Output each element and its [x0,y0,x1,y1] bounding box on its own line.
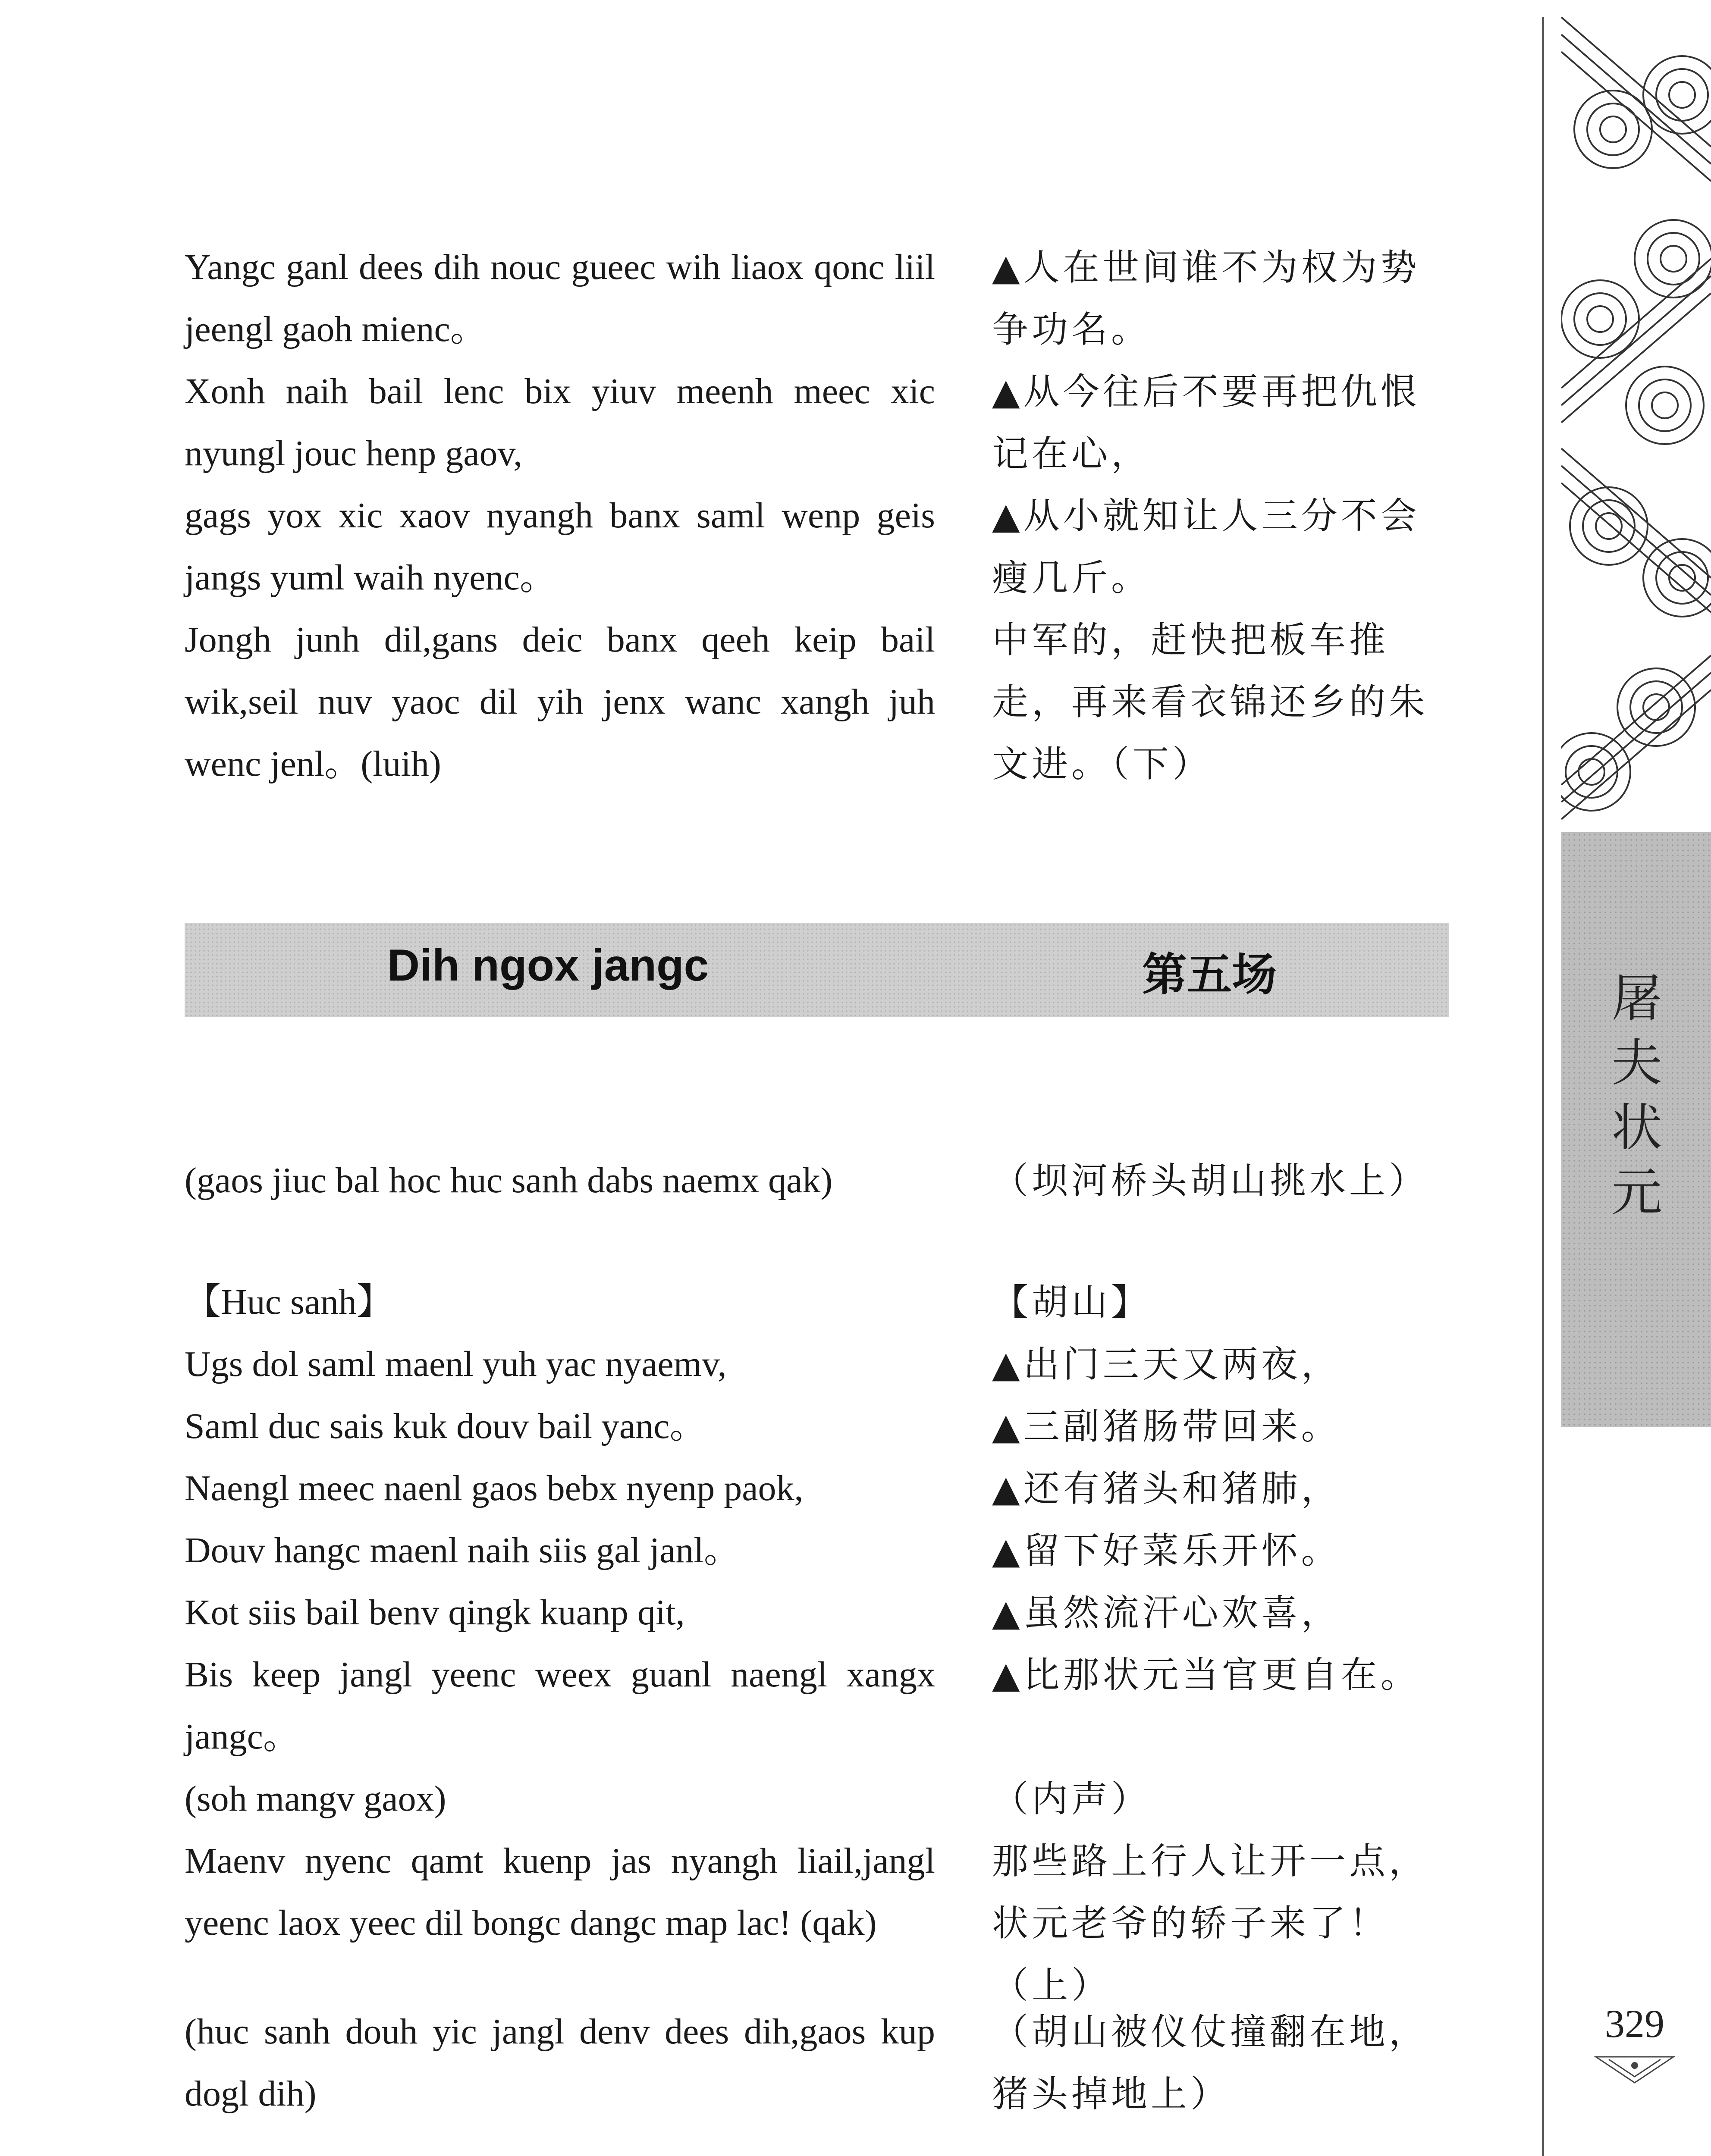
stage-direction: （胡山被仪仗撞翻在地，猪头掉地上） [992,2011,1429,2115]
verse-line: Douv hangc maenl naih siis gal janl。 [185,1530,740,1570]
verse-line: ▲出门三天又两夜， [992,1343,1341,1385]
running-title-char: 元 [1611,1163,1662,1222]
verse-line: ▲从今往后不要再把仇恨记在心， [992,370,1420,475]
offstage-cue: （内声） [992,1778,1151,1820]
verse-line: Yangc ganl dees dih nouc gueec wih liaox qonc liil jeengl gaoh mienc。 [185,247,935,349]
verse-line: ▲比那状元当官更自在。 [992,1654,1420,1696]
stage-direction-kam-2 [185,2001,935,2125]
stage-direction: (huc sanh douh yic jangl denv dees dih,gaos kup dogl dih) [185,2012,935,2114]
verse-line: ▲从小就知让人三分不会瘦几斤。 [992,495,1420,599]
verse-line: ▲人在世间谁不为权为势争功名。 [992,246,1420,351]
page-number: 329 [1605,2002,1664,2046]
running-title-char: 屠 [1611,968,1662,1028]
page-number-ornament [1592,2053,1678,2087]
running-title-char: 状 [1611,1098,1662,1157]
verse-line: Ugs dol saml maenl yuh yac nyaemv, [185,1344,727,1384]
stage-direction-kam [185,1150,935,1212]
verse-line: Bis keep jangl yeenc weex guanl naengl xangx jangc。 [185,1655,935,1757]
offstage-cue: (soh mangv gaox) [185,1779,446,1819]
top-kam-verse [185,236,935,795]
offstage-line: Maenv nyenc qamt kuenp jas nyangh liail,jangl yeenc laox yeec dil bongc dangc map lac! (qak) [185,1841,935,1943]
verse-line: ▲留下好菜乐开怀。 [992,1529,1341,1572]
scene-heading-banner [185,923,1449,1017]
song-kam [185,1271,935,1954]
running-title-char: 夫 [1611,1033,1662,1093]
verse-line: gags yox xic xaov nyangh banx saml wenp geis jangs yuml waih nyenc。 [185,495,935,598]
offstage-line: 那些路上行人让开一点，状元老爷的轿子来了！（上） [992,1840,1429,2006]
margin-rule [1542,17,1544,2156]
verse-line: Jongh junh dil,gans deic banx qeeh keip bail wik,seil nuv yaoc dil yih jenx wanc xangh juh wenc jenl。(luih) [185,620,935,784]
speaker-label: 【Huc sanh】 [185,1282,393,1322]
verse-line: ▲还有猪头和猪肺， [992,1467,1341,1510]
verse-line: Xonh naih bail lenc bix yiuv meenh meec xic nyungl jouc henp gaov, [185,371,935,473]
song-chinese [992,1271,1449,2016]
stage-direction: （坝河桥头胡山挑水上） [992,1159,1429,1202]
verse-line: ▲虽然流汗心欢喜， [992,1592,1341,1634]
speaker-label: 【胡山】 [992,1281,1151,1323]
scene-title-kam: Dih ngox jangc [387,940,709,990]
verse-line: Naengl meec naenl gaos bebx nyenp paok, [185,1468,804,1508]
verse-line: Kot siis bail benv qingk kuanp qit, [185,1592,685,1633]
stage-direction: (gaos jiuc bal hoc huc sanh dabs naemx qak) [185,1160,833,1200]
verse-line: 中军的，赶快把板车推走，再来看衣锦还乡的朱文进。（下） [992,619,1429,785]
stage-direction-chinese [992,1150,1449,1212]
cloud-pattern-ornament [1561,17,1711,832]
running-title [1596,966,1678,1225]
spacer-line [992,1706,1449,1768]
scene-title-chinese: 第五场 [1142,948,1277,1001]
stage-direction-chinese-2 [992,2001,1449,2125]
verse-line: ▲三副猪肠带回来。 [992,1405,1341,1448]
verse-line: Saml duc sais kuk douv bail yanc。 [185,1406,706,1446]
top-chinese-verse [992,236,1449,795]
